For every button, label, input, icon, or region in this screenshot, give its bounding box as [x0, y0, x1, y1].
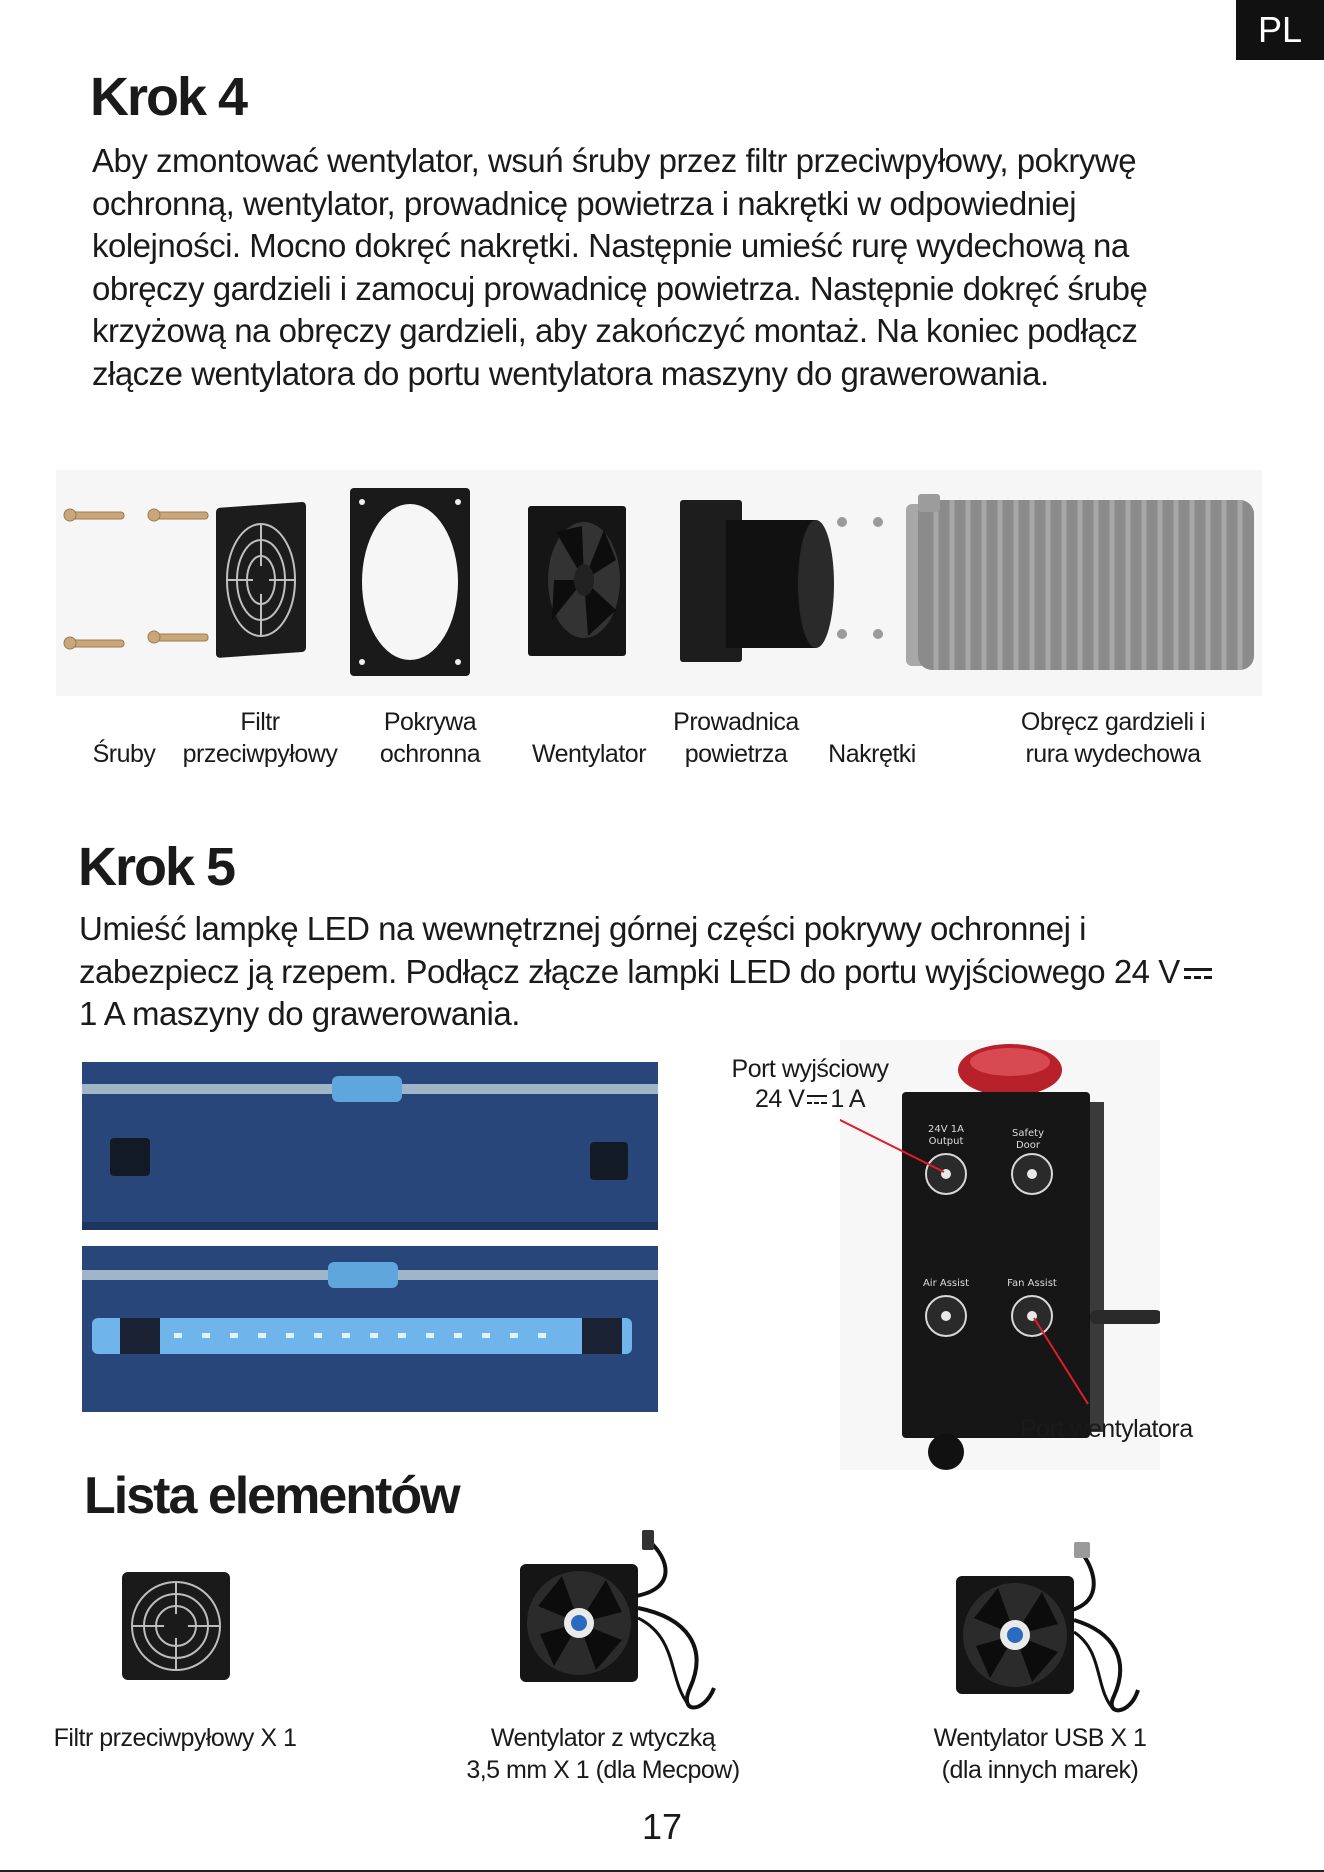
screws-image — [64, 509, 208, 649]
callout-line: 24 V — [754, 1085, 805, 1113]
step4-line: kolejności. Mocno dokręć nakrętki. Następnie umieść rurę wydechową na — [92, 227, 1129, 264]
callout-line: Port wyjściowy — [731, 1055, 889, 1083]
part-label-line: Obręcz gardzieli i — [1020, 708, 1206, 736]
part-label-line: Nakrętki — [828, 740, 916, 768]
air-guide-image — [680, 500, 834, 662]
dc-symbol-icon — [807, 1094, 827, 1106]
led-photo-after — [82, 1246, 658, 1412]
fan-3-5mm-item-image — [518, 1528, 728, 1718]
fan-image — [528, 506, 626, 656]
step5-title: Krok 5 — [78, 837, 235, 897]
part-label-line: ochronna — [379, 740, 481, 768]
panel-label-air-assist: Air Assist — [922, 1278, 970, 1289]
part-label-line: Filtr — [240, 708, 280, 736]
parts-list-title: Lista elementów — [84, 1467, 459, 1525]
step5-line: Umieść lampkę LED na wewnętrznej górnej części pokrywy ochronnej i — [79, 910, 1086, 947]
panel-label-output: 24V 1A — [928, 1124, 964, 1135]
clamp-and-hose-image — [906, 494, 1254, 670]
list-item-fan-3-5mm — [440, 1722, 766, 1786]
nuts-image — [837, 517, 883, 639]
language-badge: PL — [1236, 0, 1324, 60]
step4-line: obręczy gardzieli i zamocuj prowadnicę powietrza. Następnie dokręć śrubę — [92, 269, 1148, 307]
parts-exploded-illustration — [56, 470, 1262, 696]
dust-filter-item-image — [122, 1572, 230, 1680]
part-label-nuts — [812, 706, 932, 770]
step4-line: złącze wentylatora do portu wentylatora maszyny do grawerowania. — [92, 354, 1049, 392]
list-item-line: Wentylator USB X 1 — [933, 1724, 1147, 1752]
step4-instructions — [92, 140, 1252, 395]
fan-port-callout: Port wentylatora — [1020, 1415, 1193, 1443]
step5-line: zabezpiecz ją rzepem. Podłącz złącze lampki LED do portu wyjściowego 24 V — [79, 952, 1180, 990]
panel-label-output: Output — [928, 1136, 964, 1147]
dc-symbol-icon — [1184, 966, 1212, 982]
part-label-line: rura wydechowa — [1025, 740, 1201, 768]
panel-label-safety: Door — [1015, 1140, 1041, 1151]
step4-line: ochronną, wentylator, prowadnicę powietrza i nakrętki w odpowiedniej — [92, 184, 1077, 222]
part-label-line: przeciwpyłowy — [182, 740, 338, 768]
step4-title: Krok 4 — [90, 67, 247, 127]
protective-cover-image — [350, 488, 470, 676]
output-port-callout — [720, 1054, 900, 1114]
part-label-air-guide — [660, 706, 812, 770]
list-item-line: 3,5 mm X 1 (dla Mecpow) — [466, 1756, 740, 1784]
dust-filter-image — [216, 502, 306, 658]
list-item-line: Wentylator z wtyczką — [490, 1724, 716, 1752]
panel-label-safety: Safety — [1012, 1128, 1044, 1139]
part-label-dust-filter — [172, 706, 348, 770]
list-item-line: Filtr przeciwpyłowy X 1 — [53, 1724, 297, 1752]
page-number: 17 — [641, 1806, 683, 1847]
list-item-dust-filter — [40, 1722, 310, 1754]
panel-label-fan-assist: Fan Assist — [1007, 1278, 1057, 1289]
usb-fan-item-image — [954, 1540, 1144, 1720]
list-item-usb-fan — [900, 1722, 1180, 1786]
part-label-line: powietrza — [684, 740, 788, 768]
step4-line: Aby zmontować wentylator, wsuń śruby przez filtr przeciwpyłowy, pokrywę — [92, 142, 1137, 179]
part-label-line: Wentylator — [531, 740, 647, 768]
step5-instructions — [79, 908, 1279, 1036]
step4-line: krzyżową na obręczy gardzieli, aby zakończyć montaż. Na koniec podłącz — [92, 312, 1138, 349]
part-label-protective-cover — [360, 706, 500, 770]
led-photo-before — [82, 1062, 658, 1230]
callout-line: 1 A — [830, 1085, 866, 1113]
part-label-screws — [84, 706, 164, 770]
part-label-line: Śruby — [92, 740, 156, 768]
step5-line: 1 A maszyny do grawerowania. — [79, 995, 520, 1032]
part-label-clamp-hose — [1000, 706, 1226, 770]
part-label-line: Pokrywa — [383, 708, 477, 736]
part-label-line: Prowadnica — [673, 708, 799, 736]
list-item-line: (dla innych marek) — [941, 1756, 1139, 1784]
part-label-fan — [518, 706, 660, 770]
